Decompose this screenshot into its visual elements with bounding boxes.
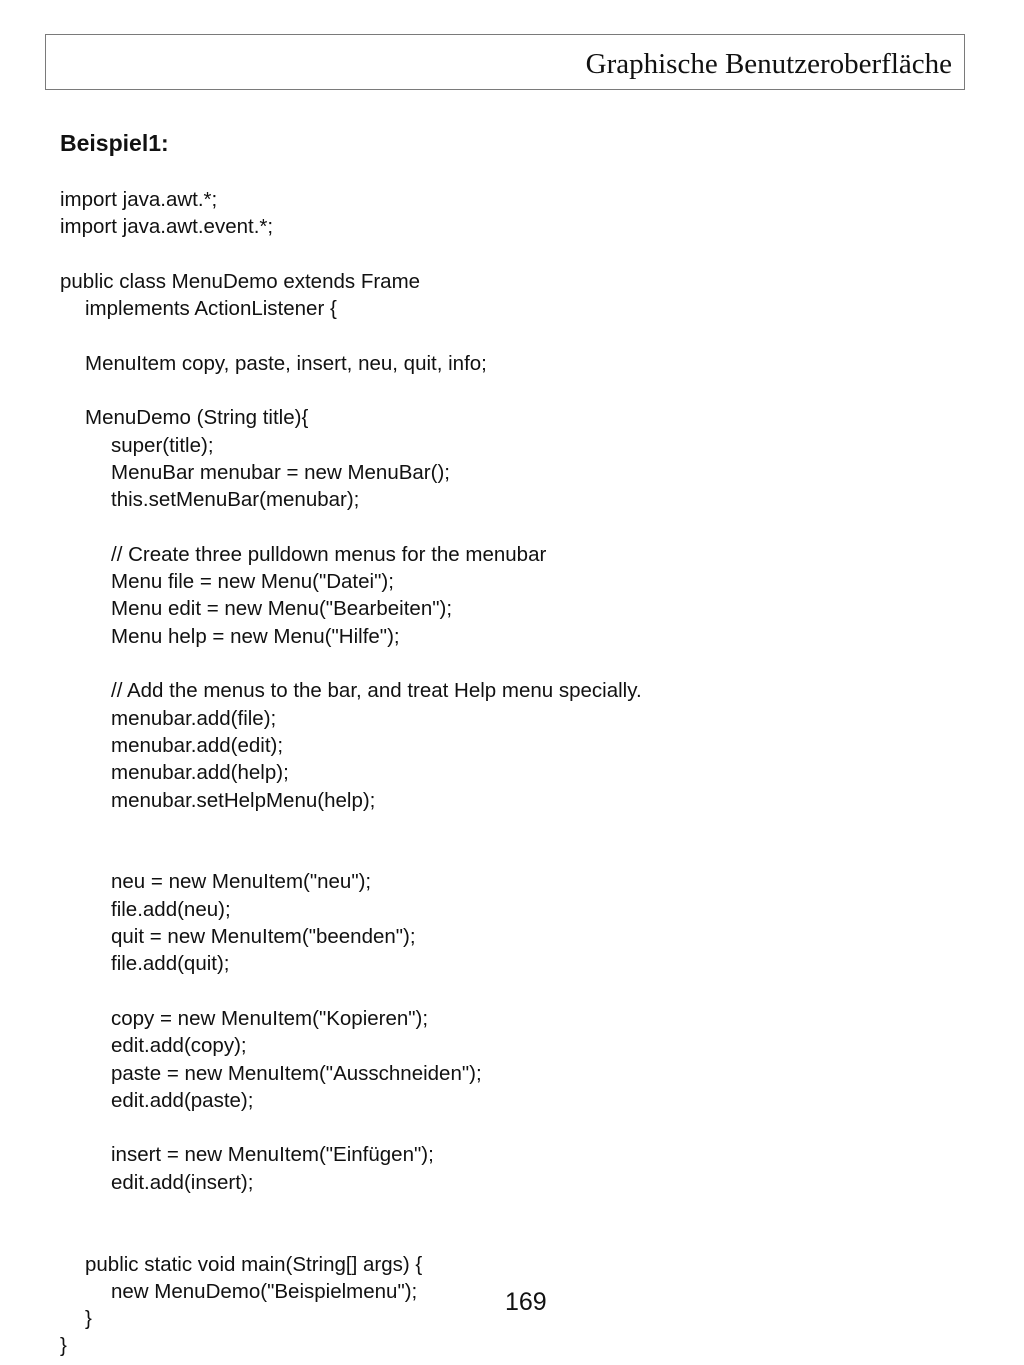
code-line: edit.add(paste); (111, 1088, 254, 1112)
code-line: insert = new MenuItem("Einfügen"); (111, 1143, 434, 1167)
blank-line (60, 1223, 960, 1250)
code-line: menubar.add(help); (111, 761, 289, 785)
blank-line (60, 1114, 960, 1141)
blank-line (60, 978, 960, 1005)
code-line: file.add(neu); (111, 897, 231, 921)
code-line: implements ActionListener { (85, 297, 337, 321)
header-box (45, 34, 965, 90)
code-line: // Create three pulldown menus for the menubar (111, 542, 547, 566)
code-line: menubar.setHelpMenu(help); (111, 788, 376, 812)
code-line: } (85, 1307, 92, 1331)
code-line: menubar.add(file); (111, 706, 277, 730)
code-line: Menu edit = new Menu("Bearbeiten"); (111, 597, 453, 621)
code-line: import java.awt.event.*; (60, 215, 274, 239)
code-line: edit.add(copy); (111, 1034, 247, 1058)
code-line: paste = new MenuItem("Ausschneiden"); (111, 1061, 482, 1085)
code-line: import java.awt.*; (60, 188, 218, 211)
blank-line (60, 650, 960, 677)
code-line: this.setMenuBar(menubar); (111, 488, 360, 512)
code-line: edit.add(insert); (111, 1170, 254, 1194)
blank-line (60, 814, 960, 841)
page-number: 169 (505, 1288, 547, 1316)
code-line: MenuItem copy, paste, insert, neu, quit, info; (85, 351, 487, 375)
code-line: } (60, 1334, 67, 1358)
blank-line (60, 241, 960, 268)
code-line: new MenuDemo("Beispielmenu"); (111, 1279, 418, 1303)
code-line: neu = new MenuItem("neu"); (111, 870, 372, 894)
code-line: // Add the menus to the bar, and treat Help menu specially. (111, 679, 642, 703)
code-line: Menu file = new Menu("Datei"); (111, 570, 394, 594)
blank-line (60, 1196, 960, 1223)
code-line: copy = new MenuItem("Kopieren"); (111, 1006, 429, 1030)
code-line: public class MenuDemo extends Frame (60, 269, 421, 293)
header-title: Graphische Benutzeroberfläche (585, 48, 952, 80)
blank-line (60, 322, 960, 349)
code-line: menubar.add(edit); (111, 733, 284, 757)
code-line: public static void main(String[] args) { (85, 1252, 423, 1276)
blank-line (60, 377, 960, 404)
code-line: Menu help = new Menu("Hilfe"); (111, 624, 400, 648)
code-line: MenuBar menubar = new MenuBar(); (111, 460, 450, 484)
section-heading: Beispiel1: (60, 130, 169, 156)
code-line: super(title); (111, 433, 214, 457)
blank-line (60, 841, 960, 868)
code-line: file.add(quit); (111, 952, 230, 976)
code-listing (60, 186, 960, 1360)
blank-line (60, 514, 960, 541)
code-line: quit = new MenuItem("beenden"); (111, 925, 416, 949)
code-line: MenuDemo (String title){ (85, 406, 309, 430)
